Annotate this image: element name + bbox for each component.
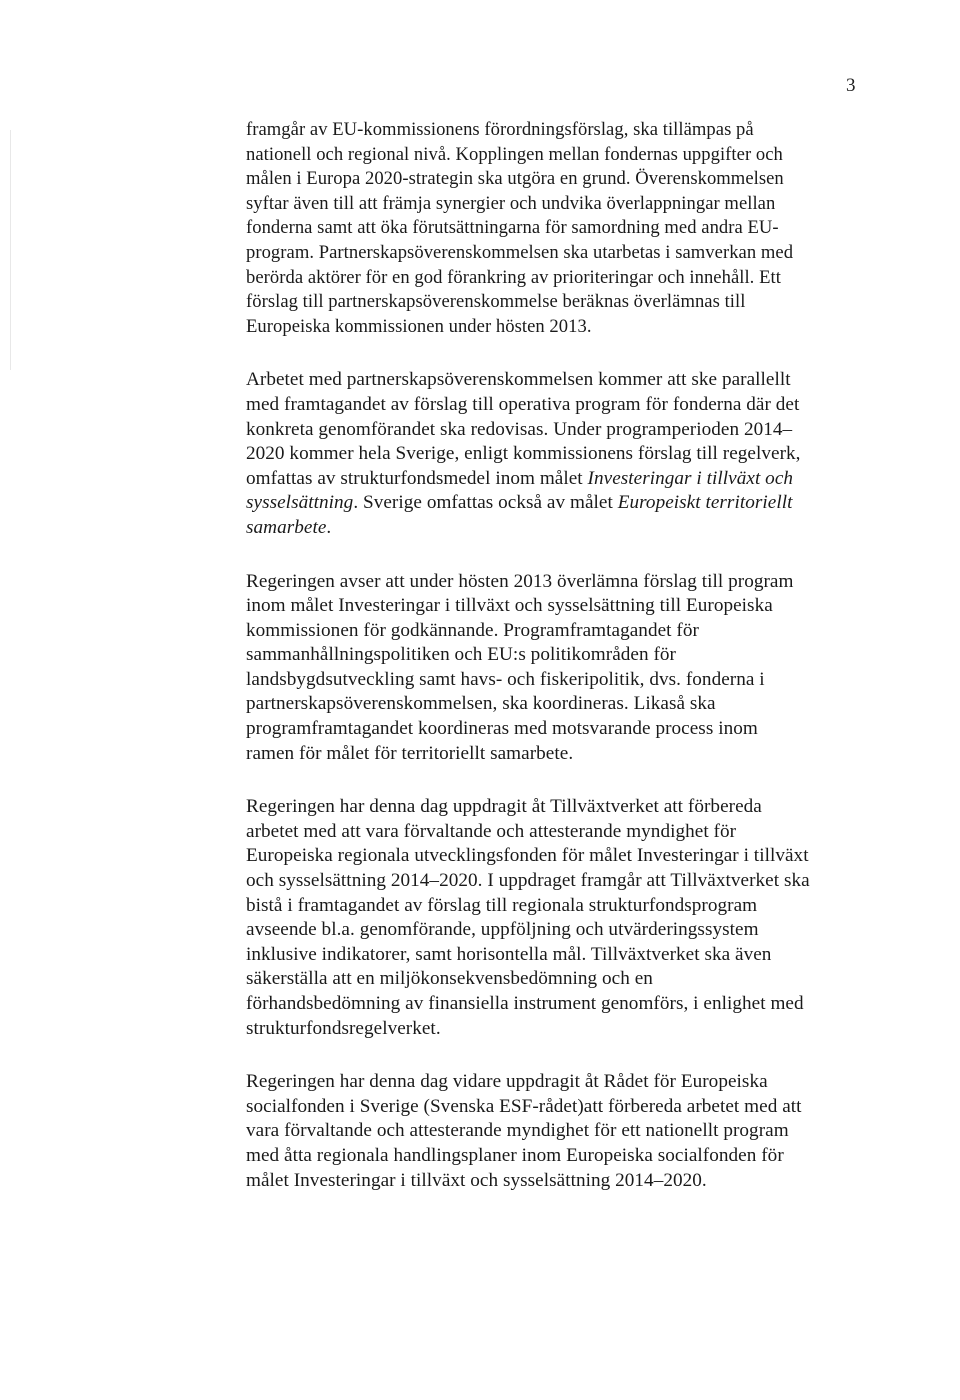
goal-name-investments: Investeringar i tillväxt och [587, 467, 794, 489]
text-line: målet Investeringar i tillväxt och sysselsättning 2014–2020. [246, 1169, 707, 1191]
text-line: ramen för målet för territoriellt samarbete. [246, 742, 574, 764]
paragraph-operative-programs [246, 368, 856, 540]
text-line: säkerställa att en miljökonsekvensbedömning och en [246, 968, 653, 990]
text-line: program. Partnerskapsöverenskommelsen ska utarbetas i samverkan med [246, 241, 794, 263]
text-line: socialfonden i Sverige (Svenska ESF-rådet)att förbereda arbetet med att [246, 1095, 802, 1117]
text-line: programframtagandet koordineras med motsvarande process inom [246, 718, 758, 740]
document-body [246, 118, 856, 1222]
text-line: sammanhållningspolitiken och EU:s politikområden för [246, 644, 676, 666]
text-line: framgår av EU-kommissionens förordningsförslag, ska tillämpas på [246, 119, 754, 140]
text-line: med åtta regionala handlingsplaner inom Europeiska socialfonden för [246, 1144, 784, 1166]
text-line [246, 516, 856, 541]
text-line: nationell och regional nivå. Kopplingen mellan fondernas uppgifter och [246, 143, 783, 165]
text-line: målen i Europa 2020-strategin ska utgöra en grund. Överenskommelsen [246, 168, 784, 190]
goal-name-employment: sysselsättning [246, 492, 354, 514]
text-line: partnerskapsöverenskommelsen, ska koordineras. Likaså ska [246, 693, 716, 715]
text-line: kommissionen för godkännande. Programframtagandet för [246, 619, 699, 641]
text-line: Arbetet med partnerskapsöverenskommelsen kommer att ske parallellt [246, 369, 791, 391]
text-line: Regeringen har denna dag uppdragit åt Tillväxtverket att förbereda [246, 796, 762, 818]
text-line: avseende bl.a. genomförande, uppföljning och utvärderingssystem [246, 919, 759, 941]
paragraph-partnership-agreement [246, 118, 856, 339]
text-line: Europeiska regionala utvecklingsfonden för målet Investeringar i tillväxt [246, 845, 809, 867]
text-line: berörda aktörer för en god förankring av prioriteringar och innehåll. Ett [246, 266, 781, 288]
text-line: förhandsbedömning av finansiella instrument genomförs, i enlighet med [246, 993, 804, 1014]
text-line: landsbygdsutveckling samt havs- och fiskeripolitik, dvs. fonderna i [246, 668, 765, 690]
text-line: 2020 kommer hela Sverige, enligt kommissionens förslag till regelverk, [246, 443, 801, 465]
text-line: konkreta genomförandet ska redovisas. Under programperioden 2014– [246, 418, 793, 440]
text-line [246, 491, 856, 516]
text-line: syftar även till att främja synergier och undvika överlappningar mellan [246, 192, 776, 214]
text-run: . Sverige omfattas också av målet [353, 492, 618, 514]
text-line: med framtagandet av förslag till operativa program för fonderna där det [246, 393, 800, 415]
text-run: . [326, 516, 332, 538]
text-line: Regeringen har denna dag vidare uppdragit åt Rådet för Europeiska [246, 1071, 768, 1093]
text-line: förslag till partnerskapsöverenskommelse beräknas överlämnas till [246, 291, 746, 313]
text-line: fonderna samt att öka förutsättningarna för samordning med andra EU- [246, 217, 779, 239]
scan-edge-mark [10, 130, 11, 370]
text-line: Regeringen avser att under hösten 2013 överlämna förslag till program [246, 570, 794, 592]
text-line: inom målet Investeringar i tillväxt och sysselsättning till Europeiska [246, 595, 773, 617]
text-line: arbetet med att vara förvaltande och attesterande myndighet för [246, 820, 737, 842]
paragraph-program-submission [246, 570, 856, 767]
text-line [246, 467, 856, 492]
text-line: vara förvaltande och attesterande myndighet för ett nationellt program [246, 1120, 789, 1142]
text-line: Europeiska kommissionen under hösten 2013. [246, 315, 592, 337]
text-run: omfattas av strukturfondsmedel inom målet [246, 467, 588, 489]
text-line: bistå i framtagandet av förslag till regionala strukturfondsprogram [246, 894, 758, 916]
goal-name-territorial: Europeiskt territoriellt [617, 492, 793, 514]
text-line: och sysselsättning 2014–2020. I uppdraget framgår att Tillväxtverket ska [246, 870, 810, 892]
text-line: strukturfondsregelverket. [246, 1017, 441, 1039]
text-line: inklusive indikatorer, samt horisontella mål. Tillväxtverket ska även [246, 943, 772, 965]
paragraph-esf-council-assignment [246, 1070, 856, 1193]
page-number: 3 [846, 75, 856, 96]
paragraph-tillvaxtverket-assignment [246, 795, 856, 1041]
goal-name-cooperation: samarbete [246, 516, 327, 538]
